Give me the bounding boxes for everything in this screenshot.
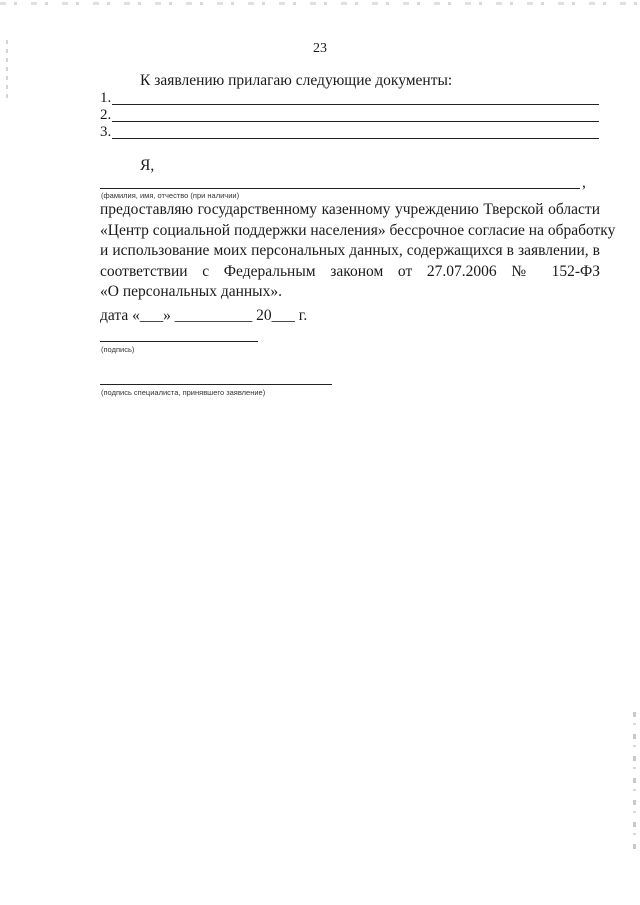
consent-i-label: Я,	[140, 157, 155, 174]
date-field[interactable]: дата «___» __________ 20___ г.	[100, 307, 308, 324]
attachment-line-2[interactable]	[112, 121, 599, 122]
consent-line: «Центр социальной поддержки населения» бессрочное согласие на обработку	[100, 221, 616, 239]
attachment-item-number: 1.	[100, 90, 112, 106]
consent-line: «О персональных данных».	[100, 283, 282, 300]
attachment-line-3[interactable]	[112, 138, 599, 139]
attachment-item-number: 3.	[100, 124, 112, 140]
scan-artifact-top	[0, 2, 640, 5]
consent-line: соответствии с Федеральным законом от 27.07.2006 № 152-ФЗ	[100, 262, 600, 280]
name-line-comma: ,	[582, 174, 586, 191]
attachment-line-1[interactable]	[112, 104, 599, 105]
specialist-signature-caption: (подпись специалиста, принявшего заявление)	[101, 388, 266, 397]
attachments-heading: К заявлению прилагаю следующие документы:	[140, 72, 453, 89]
full-name-line[interactable]	[100, 188, 580, 189]
specialist-signature-line[interactable]	[100, 384, 332, 385]
signature-caption: (подпись)	[101, 345, 135, 354]
consent-text	[100, 200, 616, 303]
consent-line: и использование моих персональных данных, содержащихся в заявлении, в	[100, 242, 600, 259]
full-name-caption: (фамилия, имя, отчество (при наличии)	[101, 191, 240, 200]
signature-line[interactable]	[100, 341, 258, 342]
consent-line: предоставляю государственному казенному учреждению Тверской области	[100, 201, 600, 218]
scan-artifact-right	[633, 712, 636, 852]
page-number: 23	[313, 41, 327, 56]
attachment-item-number: 2.	[100, 107, 112, 123]
